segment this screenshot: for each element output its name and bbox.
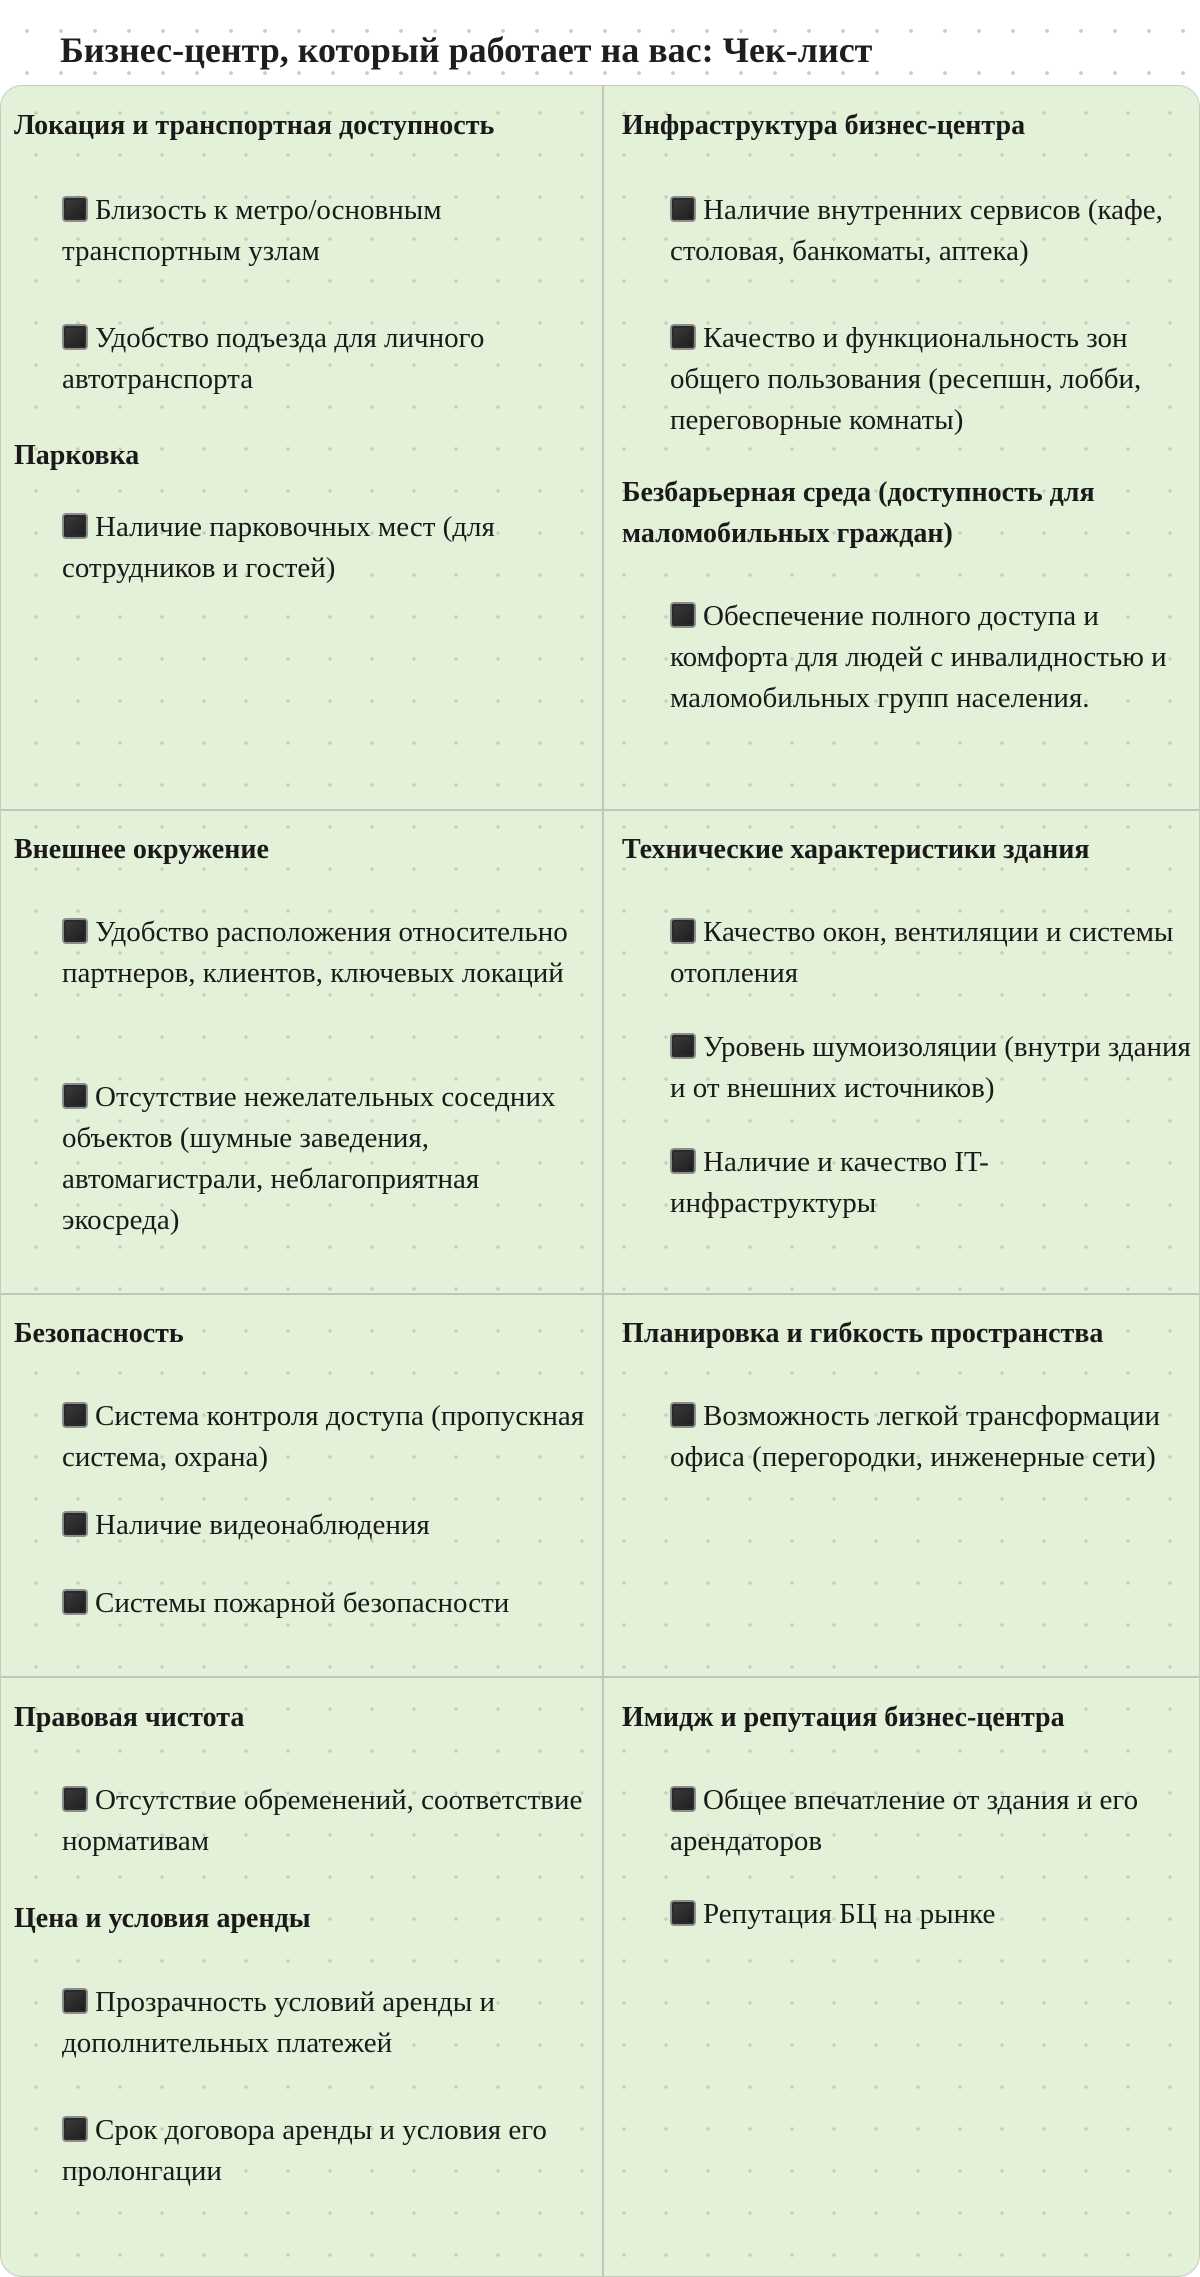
section-title-parking: Парковка (14, 440, 140, 471)
checklist-item-label: Обеспечение полного доступа и комфорта для людей с инвалидностью и маломобильных групп населения. (670, 600, 1167, 714)
checklist-item[interactable] (62, 507, 592, 589)
checkbox-icon[interactable] (62, 1511, 88, 1537)
checklist-item-label: Близость к метро/основным транспортным узлам (62, 194, 442, 267)
checklist-item-label: Качество окон, вентиляции и системы отопления (670, 916, 1174, 989)
section-title-legal: Правовая чистота (14, 1702, 245, 1733)
checkbox-icon[interactable] (670, 918, 696, 944)
checklist-item[interactable] (670, 1396, 1192, 1478)
checklist-item[interactable] (670, 1142, 1192, 1224)
checkbox-icon[interactable] (62, 1589, 88, 1615)
checkbox-icon[interactable] (670, 1786, 696, 1812)
checklist-item-label: Наличие видеонаблюдения (95, 1509, 430, 1541)
checklist-item-label: Общее впечатление от здания и его арендаторов (670, 1784, 1139, 1857)
checklist-item[interactable] (62, 2110, 592, 2192)
checklist-panel (0, 85, 1200, 2277)
checklist-item[interactable] (62, 1077, 592, 1241)
cell-technical (604, 811, 1199, 1293)
checklist-item[interactable] (62, 1583, 602, 1624)
cell-security (1, 1295, 602, 1676)
section-title-technical: Технические характеристики здания (622, 834, 1090, 865)
checklist-item-label: Удобство подъезда для личного автотранспорта (62, 322, 485, 395)
section-title-location: Локация и транспортная доступность (14, 110, 495, 141)
checkbox-icon[interactable] (670, 196, 696, 222)
checkbox-icon[interactable] (62, 1083, 88, 1109)
checkbox-icon[interactable] (62, 1988, 88, 2014)
checkbox-icon[interactable] (62, 918, 88, 944)
section-title-price: Цена и условия аренды (14, 1903, 311, 1934)
checklist-item-label: Системы пожарной безопасности (95, 1587, 510, 1619)
checkbox-icon[interactable] (62, 196, 88, 222)
checkbox-icon[interactable] (62, 1786, 88, 1812)
checklist-item-label: Наличие парковочных мест (для сотрудников и гостей) (62, 511, 495, 584)
checklist-item-label: Срок договора аренды и условия его пролонгации (62, 2114, 547, 2187)
checklist-item[interactable] (62, 912, 592, 994)
checklist-item-label: Прозрачность условий аренды и дополнительных платежей (62, 1986, 496, 2059)
checklist-item[interactable] (62, 318, 592, 400)
checklist-item[interactable] (670, 190, 1192, 272)
checkbox-icon[interactable] (670, 1402, 696, 1428)
checklist-item[interactable] (62, 1396, 602, 1478)
checklist-item-label: Качество и функциональность зон общего пользования (ресепшн, лобби, переговорные комнаты) (670, 322, 1142, 436)
checklist-item[interactable] (670, 596, 1192, 719)
cell-image (604, 1678, 1199, 2276)
checkbox-icon[interactable] (670, 324, 696, 350)
checklist-item-label: Система контроля доступа (пропускная система, охрана) (62, 1400, 585, 1473)
checkbox-icon[interactable] (670, 602, 696, 628)
checkbox-icon[interactable] (62, 1402, 88, 1428)
section-title-infrastructure: Инфраструктура бизнес-центра (622, 110, 1026, 141)
checkbox-icon[interactable] (670, 1033, 696, 1059)
section-title-layout: Планировка и гибкость пространства (622, 1318, 1104, 1349)
checklist-item-label: Наличие внутренних сервисов (кафе, столовая, банкоматы, аптека) (670, 194, 1163, 267)
checkbox-icon[interactable] (62, 513, 88, 539)
page-title: Бизнес-центр, который работает на вас: Чек-лист (60, 30, 873, 70)
checkbox-icon[interactable] (670, 1148, 696, 1174)
section-title-environment: Внешнее окружение (14, 834, 269, 865)
section-title-image: Имидж и репутация бизнес-центра (622, 1702, 1065, 1733)
checkbox-icon[interactable] (62, 324, 88, 350)
checklist-item-label: Наличие и качество IT-инфраструктуры (670, 1146, 989, 1219)
checkbox-icon[interactable] (62, 2116, 88, 2142)
checklist-item-label: Отсутствие обременений, соответствие нормативам (62, 1784, 583, 1857)
section-title-accessibility: Безбарьерная среда (доступность для маломобильных граждан) (622, 477, 1095, 549)
checklist-item[interactable] (670, 1894, 1192, 1935)
checklist-item-label: Удобство расположения относительно партнеров, клиентов, ключевых локаций (62, 916, 568, 989)
checklist-item[interactable] (62, 1780, 592, 1862)
checklist-item[interactable] (670, 1027, 1192, 1109)
cell-infrastructure-accessibility (604, 86, 1199, 809)
section-title-security: Безопасность (14, 1318, 184, 1349)
checklist-item[interactable] (62, 1982, 592, 2064)
checklist-item-label: Возможность легкой трансформации офиса (перегородки, инженерные сети) (670, 1400, 1161, 1473)
cell-legal-price (1, 1678, 602, 2276)
checklist-item[interactable] (62, 190, 592, 272)
checklist-item[interactable] (62, 1505, 602, 1546)
checklist-item[interactable] (670, 318, 1192, 441)
checklist-item[interactable] (670, 912, 1192, 994)
checkbox-icon[interactable] (670, 1900, 696, 1926)
cell-location-parking (1, 86, 602, 809)
checklist-item[interactable] (670, 1780, 1192, 1862)
cell-layout (604, 1295, 1199, 1676)
cell-environment (1, 811, 602, 1293)
checklist-item-label: Отсутствие нежелательных соседних объектов (шумные заведения, автомагистрали, неблагоприятная экосреда) (62, 1081, 556, 1236)
checklist-item-label: Уровень шумоизоляции (внутри здания и от внешних источников) (670, 1031, 1191, 1104)
checklist-item-label: Репутация БЦ на рынке (703, 1898, 996, 1930)
